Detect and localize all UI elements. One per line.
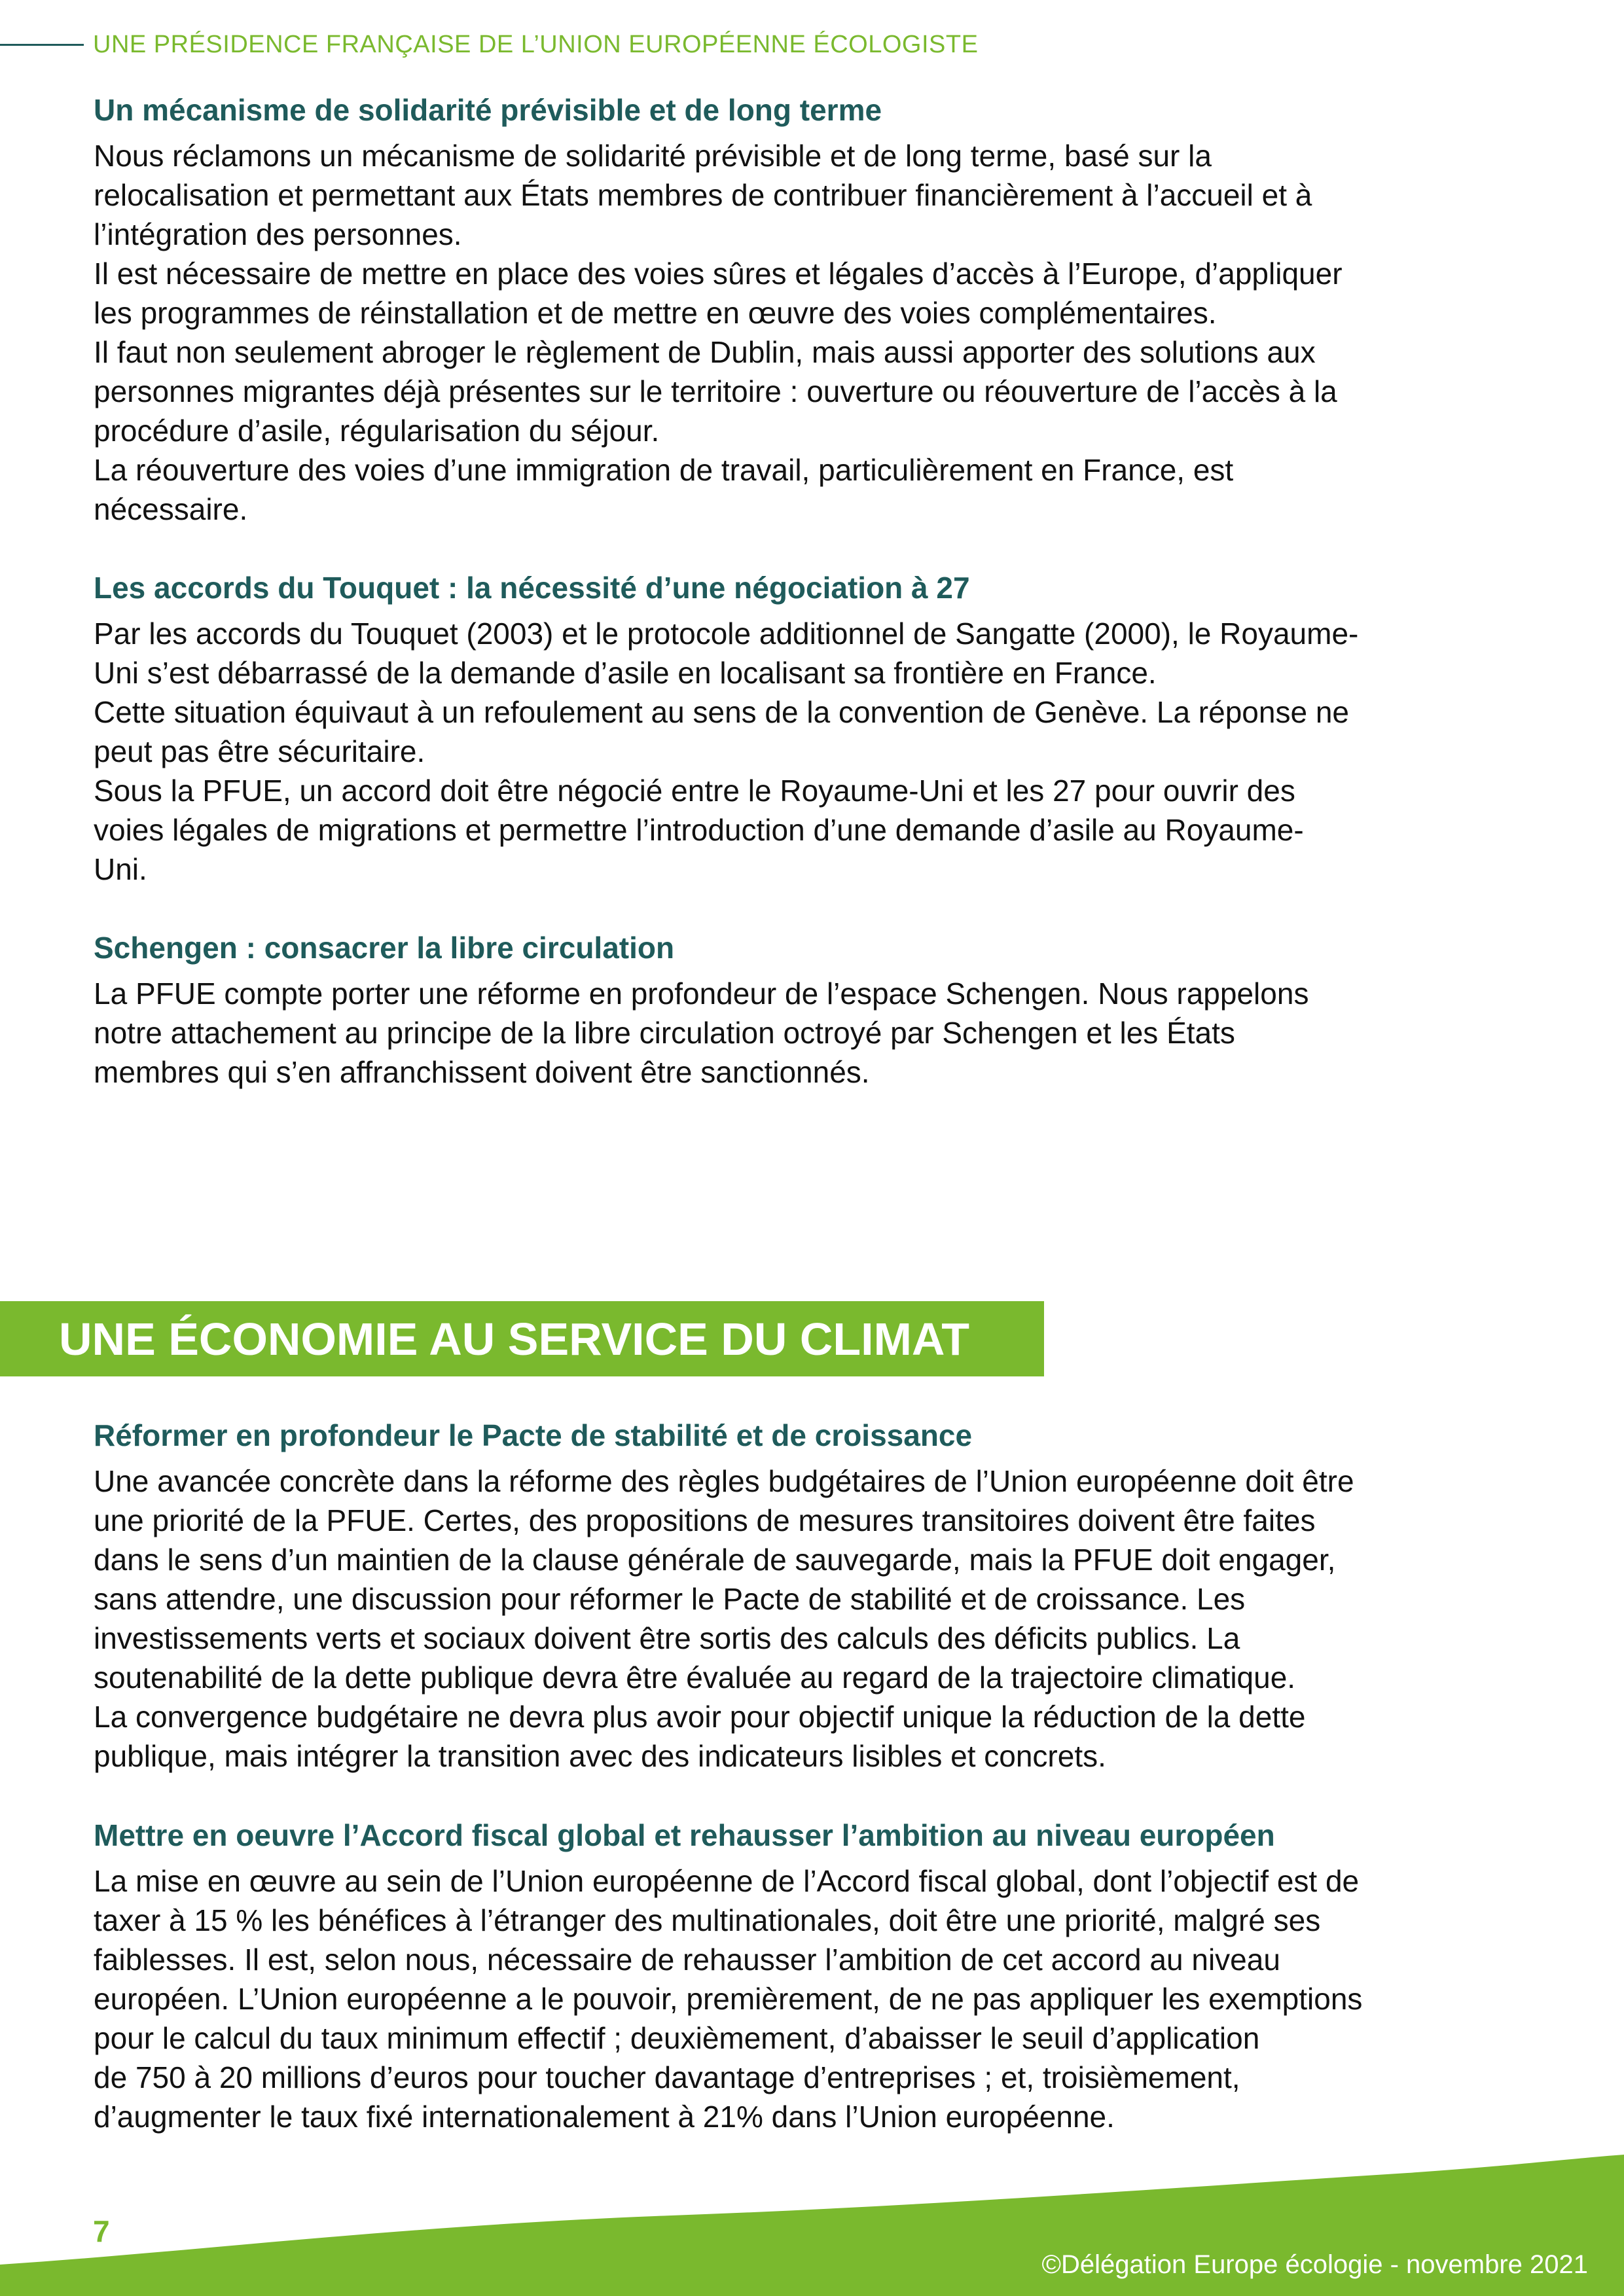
- section-tax-accord: [94, 1816, 1534, 2136]
- body-line: pour le calcul du taux minimum effectif ; deuxièmement, d’abaisser le seuil d’application: [94, 2021, 1260, 2055]
- body-line: Il est nécessaire de mettre en place des voies sûres et légales d’accès à l’Europe, d’appliquer: [94, 257, 1343, 291]
- body-line: publique, mais intégrer la transition avec des indicateurs lisibles et concrets.: [94, 1739, 1106, 1773]
- body-line: La PFUE compte porter une réforme en profondeur de l’espace Schengen. Nous rappelons: [94, 977, 1309, 1011]
- body-line: les programmes de réinstallation et de mettre en œuvre des voies complémentaires.: [94, 296, 1217, 330]
- body-line: Il faut non seulement abroger le règlement de Dublin, mais aussi apporter des solutions aux: [94, 335, 1316, 369]
- body-line: voies légales de migrations et permettre l’introduction d’une demande d’asile au Royaume-: [94, 813, 1304, 847]
- body-line: l’intégration des personnes.: [94, 217, 462, 251]
- body-line: Une avancée concrète dans la réforme des règles budgétaires de l’Union européenne doit être: [94, 1464, 1354, 1498]
- page-number: 7: [93, 2214, 110, 2248]
- section-band-economy: [0, 1301, 1044, 1376]
- body-line: Uni s’est débarrassé de la demande d’asile en localisant sa frontière en France.: [94, 656, 1157, 690]
- body-line: taxer à 15 % les bénéfices à l’étranger des multinationales, doit être une priorité, malgré ses: [94, 1903, 1321, 1937]
- copyright-notice: ©Délégation Europe écologie - novembre 2021: [1041, 2250, 1588, 2279]
- body-line: relocalisation et permettant aux États membres de contribuer financièrement à l’accueil et à: [94, 178, 1312, 212]
- section-title: Les accords du Touquet : la nécessité d’une négociation à 27: [94, 571, 970, 605]
- body-line: sans attendre, une discussion pour réformer le Pacte de stabilité et de croissance. Les: [94, 1582, 1246, 1616]
- section-title: Réformer en profondeur le Pacte de stabilité et de croissance: [94, 1418, 973, 1452]
- body-line: investissements verts et sociaux doivent être sortis des calculs des déficits publics. La: [94, 1621, 1240, 1655]
- body-line: La convergence budgétaire ne devra plus avoir pour objectif unique la réduction de la dette: [94, 1700, 1306, 1734]
- section-stability-pact: [94, 1416, 1534, 1776]
- header-rule: [0, 44, 84, 46]
- body-line: Uni.: [94, 852, 147, 886]
- body-line: Nous réclamons un mécanisme de solidarité prévisible et de long terme, basé sur la: [94, 139, 1212, 173]
- body-line: membres qui s’en affranchissent doivent être sanctionnés.: [94, 1055, 870, 1089]
- section-touquet: [94, 568, 1534, 889]
- body-line: Par les accords du Touquet (2003) et le protocole additionnel de Sangatte (2000), le Royaume-: [94, 617, 1359, 651]
- body-line: Sous la PFUE, un accord doit être négocié entre le Royaume-Uni et les 27 pour ouvrir des: [94, 774, 1295, 808]
- body-line: de 750 à 20 millions d’euros pour toucher davantage d’entreprises ; et, troisièmement,: [94, 2060, 1240, 2094]
- body-line: une priorité de la PFUE. Certes, des propositions de mesures transitoires doivent être faites: [94, 1503, 1316, 1537]
- section-title: Mettre en oeuvre l’Accord fiscal global et rehausser l’ambition au niveau européen: [94, 1818, 1275, 1852]
- section-band-title: UNE ÉCONOMIE AU SERVICE DU CLIMAT: [59, 1313, 970, 1365]
- body-line: peut pas être sécuritaire.: [94, 734, 425, 768]
- section-title: Un mécanisme de solidarité prévisible et de long terme: [94, 93, 882, 127]
- section-solidarity: [94, 90, 1534, 529]
- body-line: personnes migrantes déjà présentes sur le territoire : ouverture ou réouverture de l’accès à la: [94, 374, 1337, 408]
- body-line: La mise en œuvre au sein de l’Union européenne de l’Accord fiscal global, dont l’objectif est de: [94, 1864, 1360, 1898]
- body-line: La réouverture des voies d’une immigration de travail, particulièrement en France, est: [94, 453, 1234, 487]
- section-schengen: [94, 928, 1534, 1092]
- body-line: nécessaire.: [94, 492, 248, 526]
- body-line: faiblesses. Il est, selon nous, nécessaire de rehausser l’ambition de cet accord au niveau: [94, 1943, 1280, 1977]
- running-header: [0, 25, 1047, 64]
- body-line: procédure d’asile, régularisation du séjour.: [94, 414, 660, 448]
- body-line: dans le sens d’un maintien de la clause générale de sauvegarde, mais la PFUE doit engager,: [94, 1543, 1336, 1577]
- body-line: notre attachement au principe de la libre circulation octroyé par Schengen et les États: [94, 1016, 1235, 1050]
- body-line: d’augmenter le taux fixé internationalement à 21% dans l’Union européenne.: [94, 2100, 1115, 2134]
- body-line: soutenabilité de la dette publique devra être évaluée au regard de la trajectoire climatique.: [94, 1660, 1296, 1695]
- section-title: Schengen : consacrer la libre circulation: [94, 931, 675, 965]
- running-title: UNE PRÉSIDENCE FRANÇAISE DE L’UNION EUROPÉENNE ÉCOLOGISTE: [93, 30, 979, 58]
- body-line: européen. L’Union européenne a le pouvoir, premièrement, de ne pas appliquer les exemptions: [94, 1982, 1363, 2016]
- body-line: Cette situation équivaut à un refoulement au sens de la convention de Genève. La réponse ne: [94, 695, 1349, 729]
